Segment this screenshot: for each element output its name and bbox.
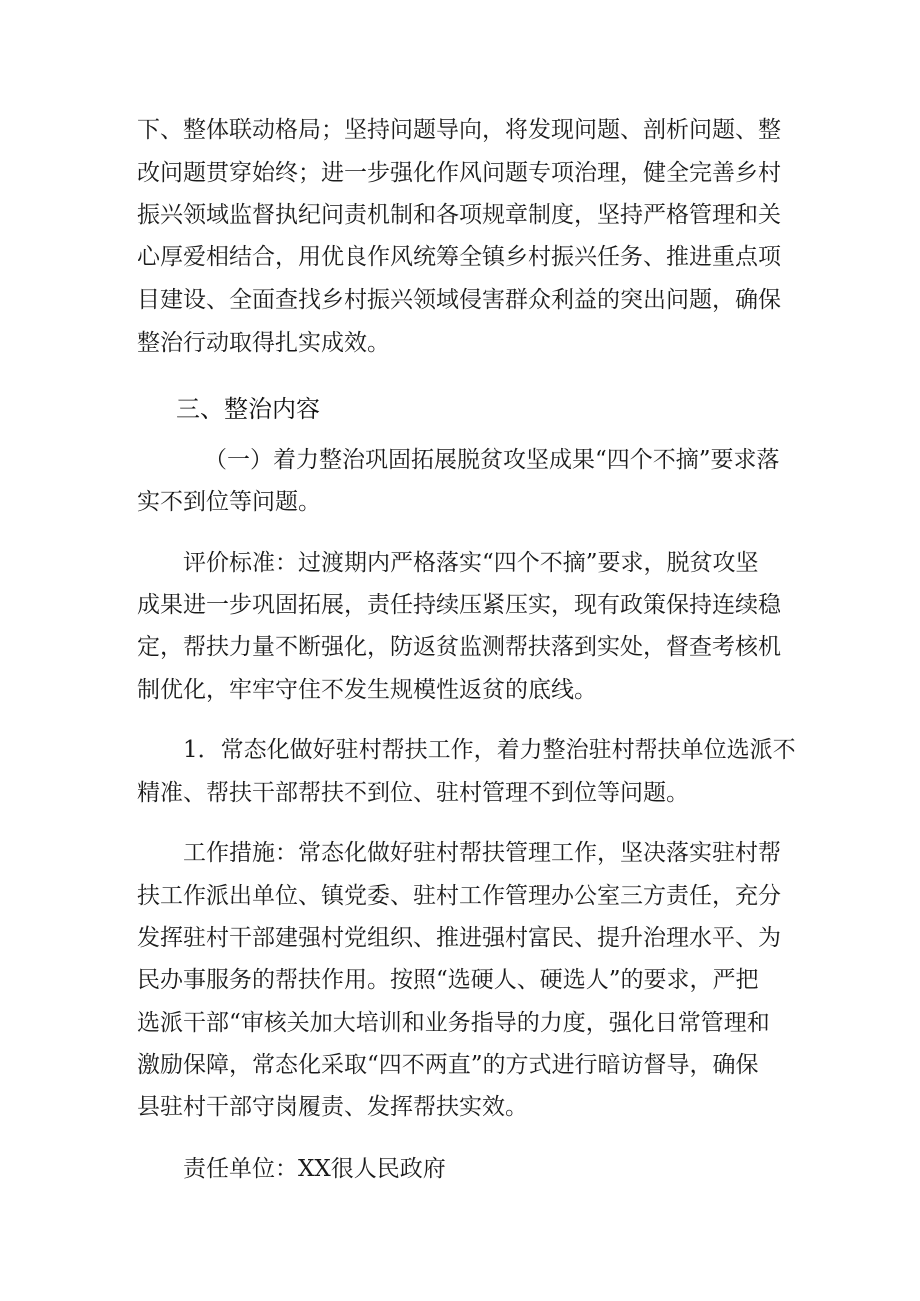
text-line: （一）着力整治巩固拓展脱贫攻坚成果“四个不摘”要求落 (204, 447, 780, 473)
responsible-unit: 责任单位：XX很人民政府 (183, 1156, 446, 1182)
text-line: 下、整体联动格局；坚持问题导向，将发现问题、剖析问题、整 (137, 117, 781, 143)
text-line: 定，帮扶力量不断强化，防返贫监测帮扶落到实处，督查考核机 (137, 634, 781, 660)
text-line: 整治行动取得扎实成效。 (137, 330, 390, 356)
text-line: 1．常态化做好驻村帮扶工作，着力整治驻村帮扶单位选派不 (183, 737, 796, 763)
text-line: 扶工作派出单位、镇党委、驻村工作管理办公室三方责任，充分 (137, 883, 781, 909)
text-line: 心厚爱相结合，用优良作风统筹全镇乡村振兴任务、推进重点项 (137, 244, 781, 270)
section-heading: 三、整治内容 (176, 395, 320, 423)
text-line: 选派干部“审核关加大培训和业务指导的力度，强化日常管理和 (137, 1010, 770, 1036)
text-line: 县驻村干部守岗履责、发挥帮扶实效。 (137, 1094, 528, 1120)
text-line: 评价标准：过渡期内严格落实“四个不摘”要求，脱贫攻坚 (183, 550, 759, 576)
text-line: 工作措施：常态化做好驻村帮扶管理工作，坚决落实驻村帮 (183, 840, 781, 866)
text-line: 目建设、全面查找乡村振兴领域侵害群众利益的突出问题，确保 (137, 287, 781, 313)
text-line: 发挥驻村干部建强村党组织、推进强村富民、提升治理水平、为 (137, 925, 781, 951)
text-line: 精准、帮扶干部帮扶不到位、驻村管理不到位等问题。 (137, 780, 689, 806)
text-line: 激励保障，常态化采取“四不两直”的方式进行暗访督导，确保 (137, 1052, 759, 1078)
text-line: 制优化，牢牢守住不发生规模性返贫的底线。 (137, 677, 597, 703)
text-line: 成果进一步巩固拓展，责任持续压紧压实，现有政策保持连续稳 (137, 592, 781, 618)
text-line: 改问题贯穿始终；进一步强化作风问题专项治理，健全完善乡村 (137, 160, 781, 186)
text-line: 实不到位等问题。 (137, 489, 321, 515)
text-line: 民办事服务的帮扶作用。按照“选硬人、硬选人”的要求，严把 (137, 967, 759, 993)
text-line: 振兴领域监督执纪问责机制和各项规章制度，坚持严格管理和关 (137, 202, 781, 228)
